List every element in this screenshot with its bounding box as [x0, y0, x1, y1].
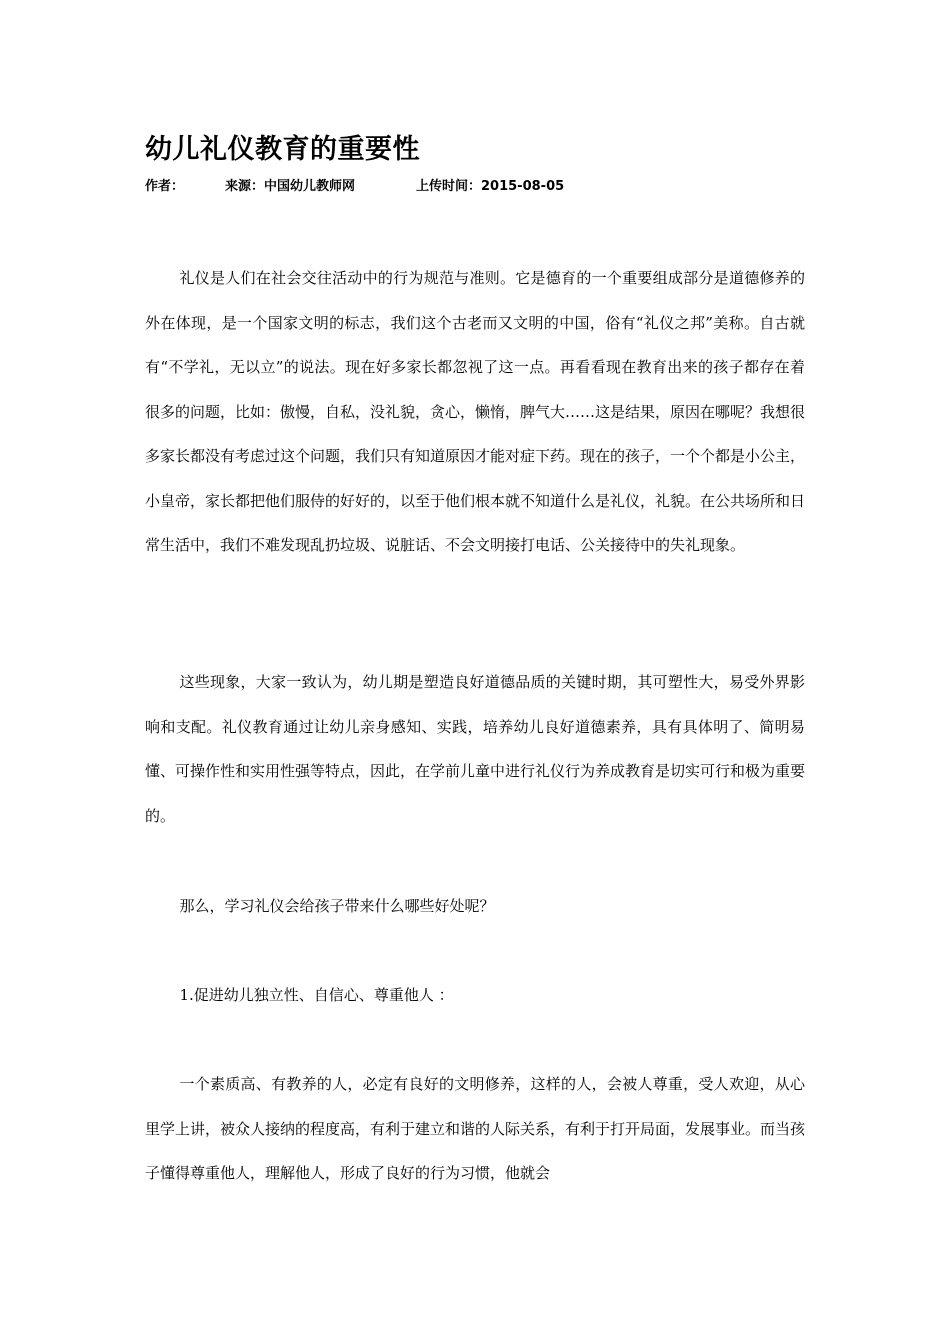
upload-time-label: 上传时间：2015-08-05	[416, 179, 565, 194]
paragraph-question: 那么，学习礼仪会给孩子带来什么哪些好处呢？	[179, 897, 495, 915]
paragraph-3: 一个素质高、有教养的人，必定有良好的文明修养，这样的人，会被人尊重，受人欢迎，从心里学上讲，被众人接纳的程度高，有利于建立和谐的人际关系，有利于打开局面，发展事业。而当孩子懂得尊重他人，理解他人，形成了良好的行为习惯，他就会	[145, 1075, 806, 1182]
paragraph-1: 礼仪是人们在社会交往活动中的行为规范与准则。它是德育的一个重要组成部分是道德修养的外在体现，是一个国家文明的标志，我们这个古老而又文明的中国，俗有“礼仪之邦”美称。自古就有“不学礼，无以立”的说法。现在好多家长都忽视了这一点。再看看现在教育出来的孩子都存在着很多的问题，比如：傲慢，自私，没礼貌，贪心，懒惰，脾气大……这是结果，原因在哪呢？我想很多家长都没有考虑过这个问题，我们只有知道原因才能对症下药。现在的孩子，一个个都是小公主，小皇帝，家长都把他们服侍的好好的，以至于他们根本就不知道什么是礼仪，礼貌。在公共场所和日常生活中，我们不难发现乱扔垃圾、说脏话、不会文明接打电话、公关接待中的失礼现象。	[145, 269, 806, 554]
source-label: 来源：中国幼儿教师网	[225, 179, 356, 194]
author-label: 作者：	[145, 179, 185, 194]
article-meta	[145, 178, 564, 196]
section-heading-1: 1.促进幼儿独立性、自信心、尊重他人 ：	[179, 986, 454, 1004]
article-title: 幼儿礼仪教育的重要性	[145, 134, 420, 165]
paragraph-2: 这些现象，大家一致认为，幼儿期是塑造良好道德品质的关键时期，其可塑性大，易受外界影响和支配。礼仪教育通过让幼儿亲身感知、实践，培养幼儿良好道德素养，具有具体明了、简明易懂、可操作性和实用性强等特点，因此，在学前儿童中进行礼仪行为养成教育是切实可行和极为重要的。	[145, 673, 806, 825]
